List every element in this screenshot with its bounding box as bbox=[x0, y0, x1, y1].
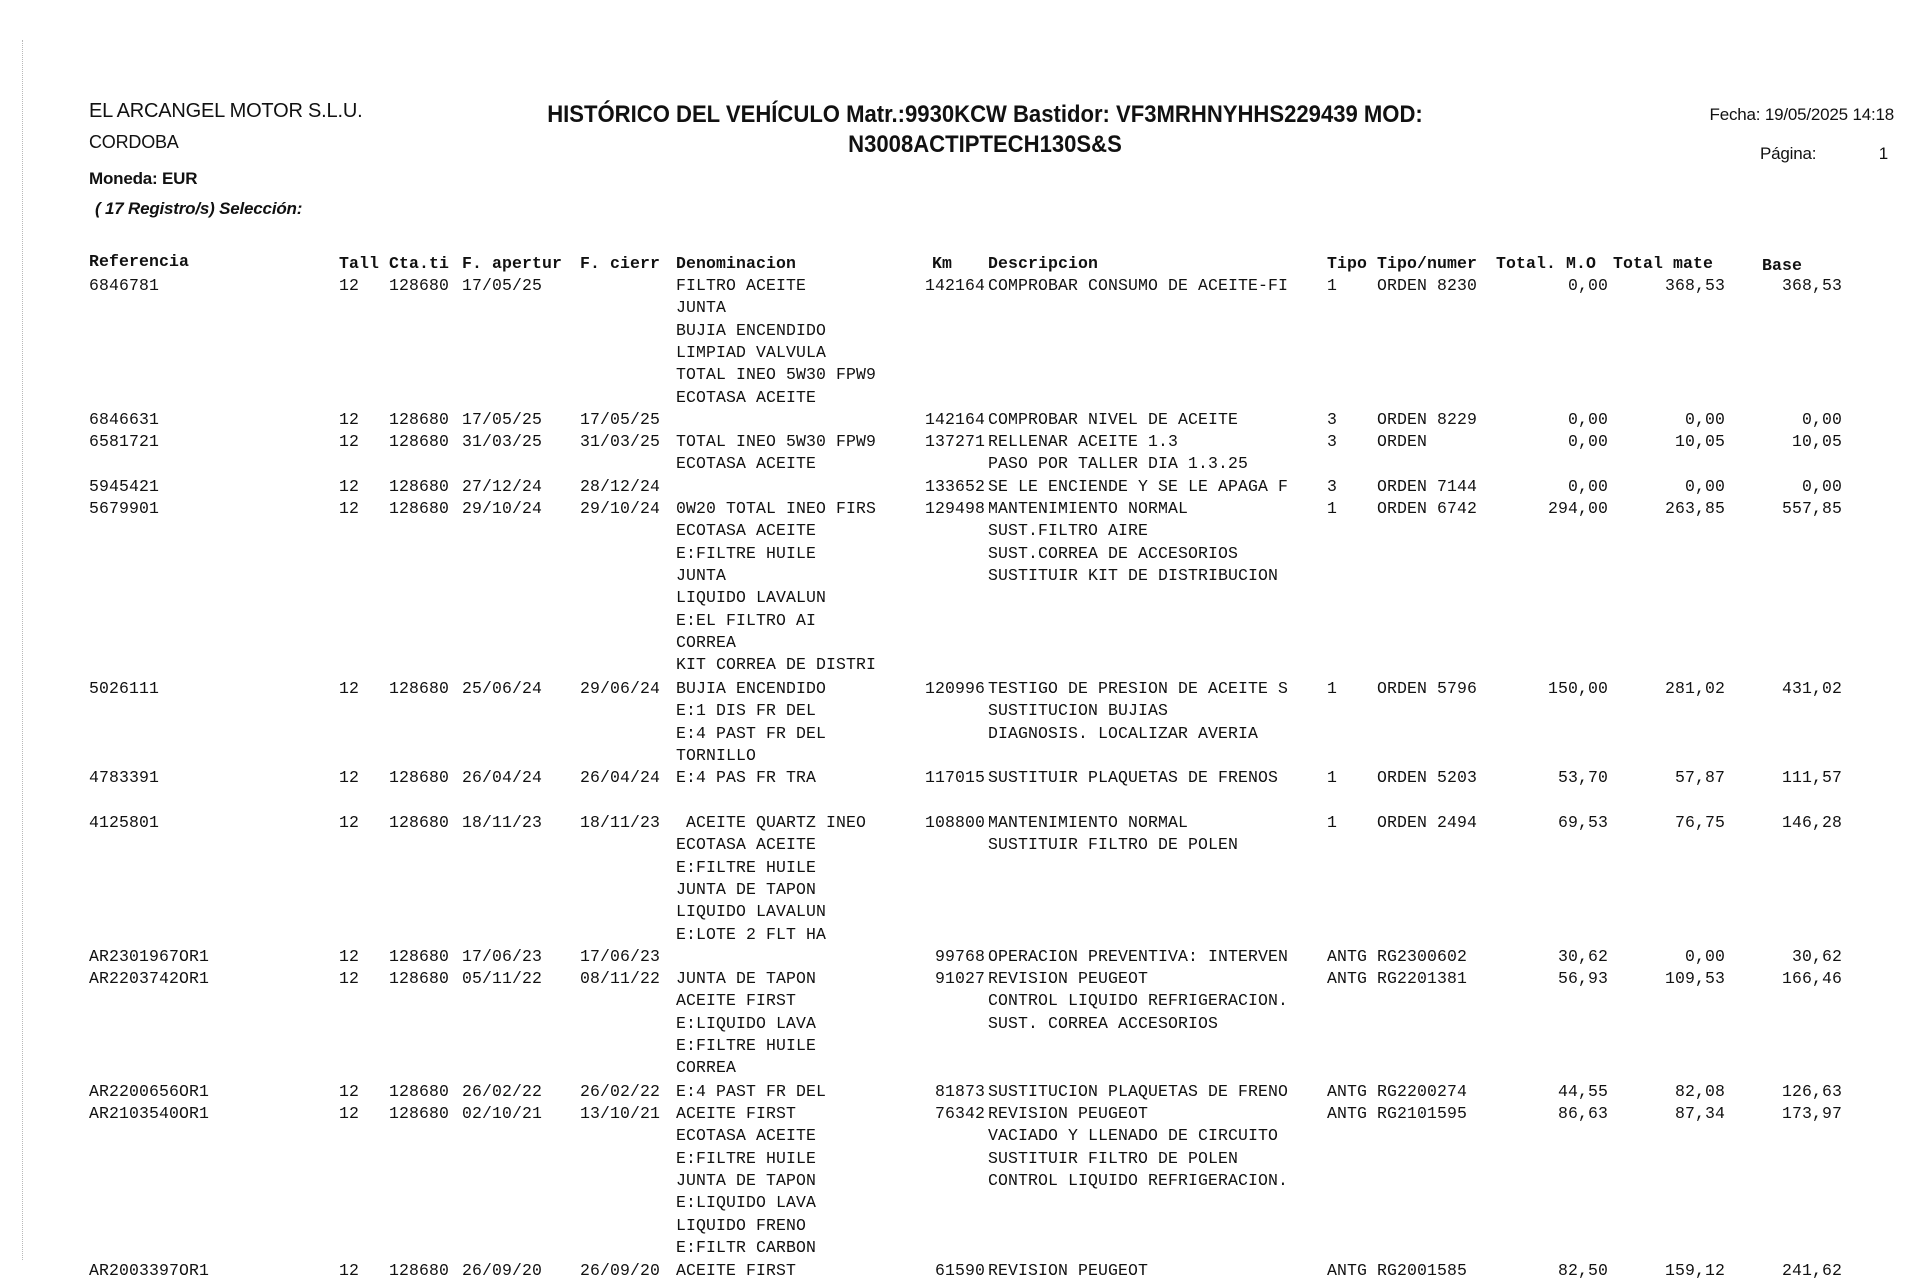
col-km: Km bbox=[932, 254, 953, 273]
cell-total-mat: 109,53 bbox=[1664, 969, 1725, 988]
cell-descripcion-line: OPERACION PREVENTIVA: INTERVEN bbox=[988, 947, 1289, 966]
cell-referencia: AR2301967OR1 bbox=[89, 947, 210, 966]
cell-cta: 128680 bbox=[389, 1261, 450, 1280]
cell-km: 137271 bbox=[924, 432, 985, 451]
title-line-2: N3008ACTIPTECH130S&S bbox=[848, 131, 1122, 158]
cell-denominacion-line: E:FILTRE HUILE bbox=[676, 543, 817, 563]
cell-cierre: 08/11/22 bbox=[580, 969, 661, 988]
cell-denominacion-line: JUNTA bbox=[676, 565, 727, 585]
cell-apertura: 18/11/23 bbox=[462, 813, 543, 832]
col-referencia: Referencia bbox=[89, 252, 190, 271]
cell-tall: 12 bbox=[339, 477, 360, 496]
cell-cta: 128680 bbox=[389, 947, 450, 966]
cell-descripcion-line: DIAGNOSIS. LOCALIZAR AVERIA bbox=[988, 723, 1259, 743]
cell-tall: 12 bbox=[339, 947, 360, 966]
cell-tipo: ANTG bbox=[1327, 1104, 1368, 1123]
cell-km: 117015 bbox=[924, 768, 985, 787]
cell-denominacion-line: LIMPIAD VALVULA bbox=[676, 342, 827, 362]
cell-apertura: 27/12/24 bbox=[462, 477, 543, 496]
cell-descripcion-line: MANTENIMIENTO NORMAL bbox=[988, 813, 1189, 832]
cell-tipo: 1 bbox=[1327, 499, 1338, 518]
cell-descripcion-line: COMPROBAR NIVEL DE ACEITE bbox=[988, 410, 1239, 429]
cell-km: 133652 bbox=[924, 477, 985, 496]
cell-denominacion-line: JUNTA DE TAPON bbox=[676, 879, 817, 899]
cell-km: 142164 bbox=[924, 410, 985, 429]
cell-referencia: 5679901 bbox=[89, 499, 160, 518]
cell-denominacion-line: LIQUIDO LAVALUN bbox=[676, 902, 827, 922]
cell-referencia: 4783391 bbox=[89, 768, 160, 787]
col-tipo-num: Tipo/numer bbox=[1377, 254, 1478, 273]
cell-cierre: 13/10/21 bbox=[580, 1104, 661, 1123]
cell-descripcion-line: SUSTITUCION BUJIAS bbox=[988, 701, 1169, 721]
cell-base: 146,28 bbox=[1781, 813, 1842, 832]
cell-referencia: 4125801 bbox=[89, 813, 160, 832]
cell-denominacion-line: ACEITE FIRST bbox=[676, 1261, 797, 1280]
cell-denominacion-line: E:4 PAST FR DEL bbox=[676, 1082, 827, 1101]
company-name: EL ARCANGEL MOTOR S.L.U. bbox=[89, 100, 363, 122]
cell-total-mo: 69,53 bbox=[1557, 813, 1608, 832]
cell-total-mat: 263,85 bbox=[1664, 499, 1725, 518]
title-line-1: HISTÓRICO DEL VEHÍCULO Matr.:9930KCW Bastidor: VF3MRHNYHHS229439 MOD: bbox=[547, 101, 1423, 128]
cell-total-mo: 44,55 bbox=[1557, 1082, 1608, 1101]
cell-descripcion-line: CONTROL LIQUIDO REFRIGERACION. bbox=[988, 991, 1289, 1011]
cell-denominacion-line: E:4 PAS FR TRA bbox=[676, 768, 817, 787]
cell-tipo-num: ORDEN 5796 bbox=[1377, 679, 1478, 698]
cell-total-mat: 0,00 bbox=[1684, 947, 1725, 966]
cell-denominacion-line: BUJIA ENCENDIDO bbox=[676, 320, 827, 340]
cell-denominacion-line: 0W20 TOTAL INEO FIRS bbox=[676, 499, 877, 518]
cell-descripcion-line: REVISION PEUGEOT bbox=[988, 1261, 1149, 1280]
cell-apertura: 17/05/25 bbox=[462, 276, 543, 295]
page-edge-dots bbox=[22, 40, 23, 1260]
cell-denominacion-line: CORREA bbox=[676, 1058, 737, 1078]
cell-km: 91027 bbox=[934, 969, 985, 988]
cell-cierre: 31/03/25 bbox=[580, 432, 661, 451]
cell-total-mat: 0,00 bbox=[1684, 410, 1725, 429]
cell-apertura: 26/09/20 bbox=[462, 1261, 543, 1280]
cell-total-mat: 159,12 bbox=[1664, 1261, 1725, 1280]
cell-descripcion-line: REVISION PEUGEOT bbox=[988, 1104, 1149, 1123]
cell-total-mo: 294,00 bbox=[1547, 499, 1608, 518]
cell-total-mat: 368,53 bbox=[1664, 276, 1725, 295]
cell-tall: 12 bbox=[339, 768, 360, 787]
cell-total-mo: 56,93 bbox=[1557, 969, 1608, 988]
cell-cierre: 17/06/23 bbox=[580, 947, 661, 966]
cell-tipo-num: ORDEN bbox=[1377, 432, 1428, 451]
cell-denominacion-line: E:LIQUIDO LAVA bbox=[676, 1013, 817, 1033]
cell-descripcion-line: REVISION PEUGEOT bbox=[988, 969, 1149, 988]
cell-cta: 128680 bbox=[389, 477, 450, 496]
cell-km: 142164 bbox=[924, 276, 985, 295]
cell-tipo-num: RG2001585 bbox=[1377, 1261, 1468, 1280]
cell-km: 108800 bbox=[924, 813, 985, 832]
cell-descripcion-line: CONTROL LIQUIDO REFRIGERACION. bbox=[988, 1170, 1289, 1190]
cell-base: 111,57 bbox=[1781, 768, 1842, 787]
cell-referencia: 5026111 bbox=[89, 679, 160, 698]
cell-denominacion-line: E:EL FILTRO AI bbox=[676, 610, 817, 630]
cell-cta: 128680 bbox=[389, 276, 450, 295]
cell-denominacion-line: TOTAL INEO 5W30 FPW9 bbox=[676, 432, 877, 451]
cell-total-mat: 10,05 bbox=[1674, 432, 1725, 451]
cell-referencia: AR2003397OR1 bbox=[89, 1261, 210, 1280]
cell-km: 76342 bbox=[934, 1104, 985, 1123]
cell-referencia: 6581721 bbox=[89, 432, 160, 451]
company-city: CORDOBA bbox=[89, 132, 179, 152]
cell-tipo-num: RG2101595 bbox=[1377, 1104, 1468, 1123]
cell-cta: 128680 bbox=[389, 1104, 450, 1123]
cell-cta: 128680 bbox=[389, 1082, 450, 1101]
cell-tipo-num: RG2300602 bbox=[1377, 947, 1468, 966]
col-tipo: Tipo bbox=[1327, 254, 1368, 273]
cell-base: 0,00 bbox=[1801, 477, 1842, 496]
cell-denominacion-line: BUJIA ENCENDIDO bbox=[676, 679, 827, 698]
cell-tall: 12 bbox=[339, 432, 360, 451]
cell-total-mo: 0,00 bbox=[1567, 477, 1608, 496]
cell-cta: 128680 bbox=[389, 410, 450, 429]
cell-referencia: 6846631 bbox=[89, 410, 160, 429]
cell-cta: 128680 bbox=[389, 768, 450, 787]
cell-denominacion-line: TOTAL INEO 5W30 FPW9 bbox=[676, 365, 877, 385]
cell-total-mat: 87,34 bbox=[1674, 1104, 1725, 1123]
cell-tipo-num: ORDEN 6742 bbox=[1377, 499, 1478, 518]
cell-tipo-num: ORDEN 8230 bbox=[1377, 276, 1478, 295]
cell-tipo: 3 bbox=[1327, 477, 1338, 496]
cell-referencia: AR2200656OR1 bbox=[89, 1082, 210, 1101]
cell-base: 126,63 bbox=[1781, 1082, 1842, 1101]
cell-tall: 12 bbox=[339, 679, 360, 698]
cell-denominacion-line: ACEITE FIRST bbox=[676, 991, 797, 1011]
cell-cierre: 26/04/24 bbox=[580, 768, 661, 787]
cell-cta: 128680 bbox=[389, 813, 450, 832]
cell-cierre: 29/10/24 bbox=[580, 499, 661, 518]
cell-cierre: 18/11/23 bbox=[580, 813, 661, 832]
cell-tipo-num: ORDEN 2494 bbox=[1377, 813, 1478, 832]
cell-denominacion-line: JUNTA bbox=[676, 298, 727, 318]
cell-km: 81873 bbox=[934, 1082, 985, 1101]
cell-base: 0,00 bbox=[1801, 410, 1842, 429]
cell-cierre: 29/06/24 bbox=[580, 679, 661, 698]
cell-tipo: ANTG bbox=[1327, 1082, 1368, 1101]
cell-referencia: 5945421 bbox=[89, 477, 160, 496]
cell-tipo: 3 bbox=[1327, 410, 1338, 429]
cell-denominacion-line: ECOTASA ACEITE bbox=[676, 835, 817, 855]
cell-apertura: 17/05/25 bbox=[462, 410, 543, 429]
cell-km: 99768 bbox=[934, 947, 985, 966]
cell-denominacion-line: JUNTA DE TAPON bbox=[676, 969, 817, 988]
cell-cta: 128680 bbox=[389, 969, 450, 988]
cell-denominacion-line: ECOTASA ACEITE bbox=[676, 387, 817, 407]
cell-descripcion-line: PASO POR TALLER DIA 1.3.25 bbox=[988, 454, 1249, 474]
cell-base: 30,62 bbox=[1791, 947, 1842, 966]
cell-tall: 12 bbox=[339, 410, 360, 429]
cell-descripcion-line: SUST.FILTRO AIRE bbox=[988, 521, 1149, 541]
cell-tall: 12 bbox=[339, 813, 360, 832]
cell-apertura: 25/06/24 bbox=[462, 679, 543, 698]
col-cta: Cta.ti bbox=[389, 254, 450, 273]
cell-descripcion-line: SUST. CORREA ACCESORIOS bbox=[988, 1013, 1219, 1033]
cell-tipo: ANTG bbox=[1327, 1261, 1368, 1280]
cell-referencia: AR2103540OR1 bbox=[89, 1104, 210, 1123]
cell-base: 10,05 bbox=[1791, 432, 1842, 451]
cell-referencia: AR2203742OR1 bbox=[89, 969, 210, 988]
page-number: 1 bbox=[1878, 144, 1888, 163]
cell-total-mo: 0,00 bbox=[1567, 432, 1608, 451]
currency-label: Moneda: EUR bbox=[89, 169, 198, 188]
col-total-mat: Total mate bbox=[1613, 254, 1714, 273]
cell-tipo-num: RG2200274 bbox=[1377, 1082, 1468, 1101]
cell-tipo: 1 bbox=[1327, 768, 1338, 787]
cell-tipo: 3 bbox=[1327, 432, 1338, 451]
cell-tipo: ANTG bbox=[1327, 947, 1368, 966]
col-denominacion: Denominacion bbox=[676, 254, 797, 273]
col-tall: Tall bbox=[339, 254, 380, 273]
cell-tipo: 1 bbox=[1327, 276, 1338, 295]
cell-tipo: 1 bbox=[1327, 813, 1338, 832]
cell-apertura: 17/06/23 bbox=[462, 947, 543, 966]
cell-km: 120996 bbox=[924, 679, 985, 698]
cell-denominacion-line: E:LIQUIDO LAVA bbox=[676, 1193, 817, 1213]
cell-total-mat: 82,08 bbox=[1674, 1082, 1725, 1101]
cell-cierre: 26/09/20 bbox=[580, 1261, 661, 1280]
cell-apertura: 31/03/25 bbox=[462, 432, 543, 451]
col-descripcion: Descripcion bbox=[988, 254, 1099, 273]
cell-denominacion-line: E:FILTRE HUILE bbox=[676, 1035, 817, 1055]
cell-total-mat: 76,75 bbox=[1674, 813, 1725, 832]
cell-total-mo: 150,00 bbox=[1547, 679, 1608, 698]
cell-cta: 128680 bbox=[389, 432, 450, 451]
cell-descripcion-line: SUST.CORREA DE ACCESORIOS bbox=[988, 543, 1239, 563]
cell-descripcion-line: VACIADO Y LLENADO DE CIRCUITO bbox=[988, 1126, 1279, 1146]
report-date: Fecha: 19/05/2025 14:18 bbox=[1709, 105, 1894, 124]
cell-total-mat: 57,87 bbox=[1674, 768, 1725, 787]
cell-base: 173,97 bbox=[1781, 1104, 1842, 1123]
cell-total-mo: 0,00 bbox=[1567, 276, 1608, 295]
cell-apertura: 05/11/22 bbox=[462, 969, 543, 988]
cell-base: 431,02 bbox=[1781, 679, 1842, 698]
cell-tall: 12 bbox=[339, 499, 360, 518]
col-apertura: F. apertur bbox=[462, 254, 563, 273]
cell-total-mo: 53,70 bbox=[1557, 768, 1608, 787]
selection-label: ( 17 Registro/s) Selección: bbox=[95, 199, 303, 218]
cell-total-mo: 82,50 bbox=[1557, 1261, 1608, 1280]
cell-descripcion-line: SUSTITUIR PLAQUETAS DE FRENOS bbox=[988, 768, 1279, 787]
cell-denominacion-line: ECOTASA ACEITE bbox=[676, 454, 817, 474]
col-base: Base bbox=[1762, 256, 1803, 275]
col-cierre: F. cierr bbox=[580, 254, 661, 273]
cell-descripcion-line: RELLENAR ACEITE 1.3 bbox=[988, 432, 1179, 451]
cell-total-mo: 30,62 bbox=[1557, 947, 1608, 966]
cell-denominacion-line: E:FILTR CARBON bbox=[676, 1237, 817, 1257]
cell-total-mo: 86,63 bbox=[1557, 1104, 1608, 1123]
cell-km: 61590 bbox=[934, 1261, 985, 1280]
cell-descripcion-line: COMPROBAR CONSUMO DE ACEITE-FI bbox=[988, 276, 1289, 295]
cell-denominacion-line: E:1 DIS FR DEL bbox=[676, 701, 817, 721]
col-total-mo: Total. M.O bbox=[1496, 254, 1597, 273]
cell-denominacion-line: ACEITE QUARTZ INEO bbox=[676, 813, 867, 832]
cell-cierre: 17/05/25 bbox=[580, 410, 661, 429]
cell-tipo-num: ORDEN 8229 bbox=[1377, 410, 1478, 429]
cell-descripcion-line: SUSTITUIR FILTRO DE POLEN bbox=[988, 1148, 1239, 1168]
cell-descripcion-line: SUSTITUCION PLAQUETAS DE FRENO bbox=[988, 1082, 1289, 1101]
cell-apertura: 02/10/21 bbox=[462, 1104, 543, 1123]
cell-tipo-num: RG2201381 bbox=[1377, 969, 1468, 988]
cell-denominacion-line: KIT CORREA DE DISTRI bbox=[676, 655, 877, 675]
cell-tall: 12 bbox=[339, 969, 360, 988]
cell-apertura: 29/10/24 bbox=[462, 499, 543, 518]
cell-total-mat: 0,00 bbox=[1684, 477, 1725, 496]
cell-cta: 128680 bbox=[389, 499, 450, 518]
cell-descripcion-line: TESTIGO DE PRESION DE ACEITE S bbox=[988, 679, 1289, 698]
cell-denominacion-line: LIQUIDO LAVALUN bbox=[676, 588, 827, 608]
cell-descripcion-line: SUSTITUIR FILTRO DE POLEN bbox=[988, 835, 1239, 855]
cell-denominacion-line: TORNILLO bbox=[676, 745, 757, 765]
cell-referencia: 6846781 bbox=[89, 276, 160, 295]
cell-denominacion-line: E:FILTRE HUILE bbox=[676, 1148, 817, 1168]
cell-denominacion-line: E:4 PAST FR DEL bbox=[676, 723, 827, 743]
cell-descripcion-line: MANTENIMIENTO NORMAL bbox=[988, 499, 1189, 518]
cell-tipo: 1 bbox=[1327, 679, 1338, 698]
cell-base: 557,85 bbox=[1781, 499, 1842, 518]
cell-denominacion-line: LIQUIDO FRENO bbox=[676, 1215, 807, 1235]
cell-denominacion-line: ECOTASA ACEITE bbox=[676, 1126, 817, 1146]
cell-base: 241,62 bbox=[1781, 1261, 1842, 1280]
cell-denominacion-line: JUNTA DE TAPON bbox=[676, 1170, 817, 1190]
cell-tall: 12 bbox=[339, 1082, 360, 1101]
cell-apertura: 26/02/22 bbox=[462, 1082, 543, 1101]
cell-denominacion-line: E:FILTRE HUILE bbox=[676, 857, 817, 877]
cell-denominacion-line: CORREA bbox=[676, 632, 737, 652]
page-label: Página: bbox=[1760, 144, 1817, 163]
cell-tall: 12 bbox=[339, 1104, 360, 1123]
cell-tipo: ANTG bbox=[1327, 969, 1368, 988]
cell-cierre: 26/02/22 bbox=[580, 1082, 661, 1101]
cell-base: 368,53 bbox=[1781, 276, 1842, 295]
cell-denominacion-line: ECOTASA ACEITE bbox=[676, 521, 817, 541]
cell-denominacion-line: FILTRO ACEITE bbox=[676, 276, 807, 295]
cell-total-mat: 281,02 bbox=[1664, 679, 1725, 698]
cell-descripcion-line: SE LE ENCIENDE Y SE LE APAGA F bbox=[988, 477, 1289, 496]
cell-km: 129498 bbox=[924, 499, 985, 518]
page-title bbox=[511, 100, 1459, 160]
cell-cierre: 28/12/24 bbox=[580, 477, 661, 496]
cell-tall: 12 bbox=[339, 276, 360, 295]
cell-tipo-num: ORDEN 7144 bbox=[1377, 477, 1478, 496]
cell-descripcion-line: SUSTITUIR KIT DE DISTRIBUCION bbox=[988, 565, 1279, 585]
cell-apertura: 26/04/24 bbox=[462, 768, 543, 787]
cell-denominacion-line: ACEITE FIRST bbox=[676, 1104, 797, 1123]
cell-cta: 128680 bbox=[389, 679, 450, 698]
cell-tall: 12 bbox=[339, 1261, 360, 1280]
cell-total-mo: 0,00 bbox=[1567, 410, 1608, 429]
cell-base: 166,46 bbox=[1781, 969, 1842, 988]
cell-denominacion-line: E:LOTE 2 FLT HA bbox=[676, 924, 827, 944]
cell-tipo-num: ORDEN 5203 bbox=[1377, 768, 1478, 787]
